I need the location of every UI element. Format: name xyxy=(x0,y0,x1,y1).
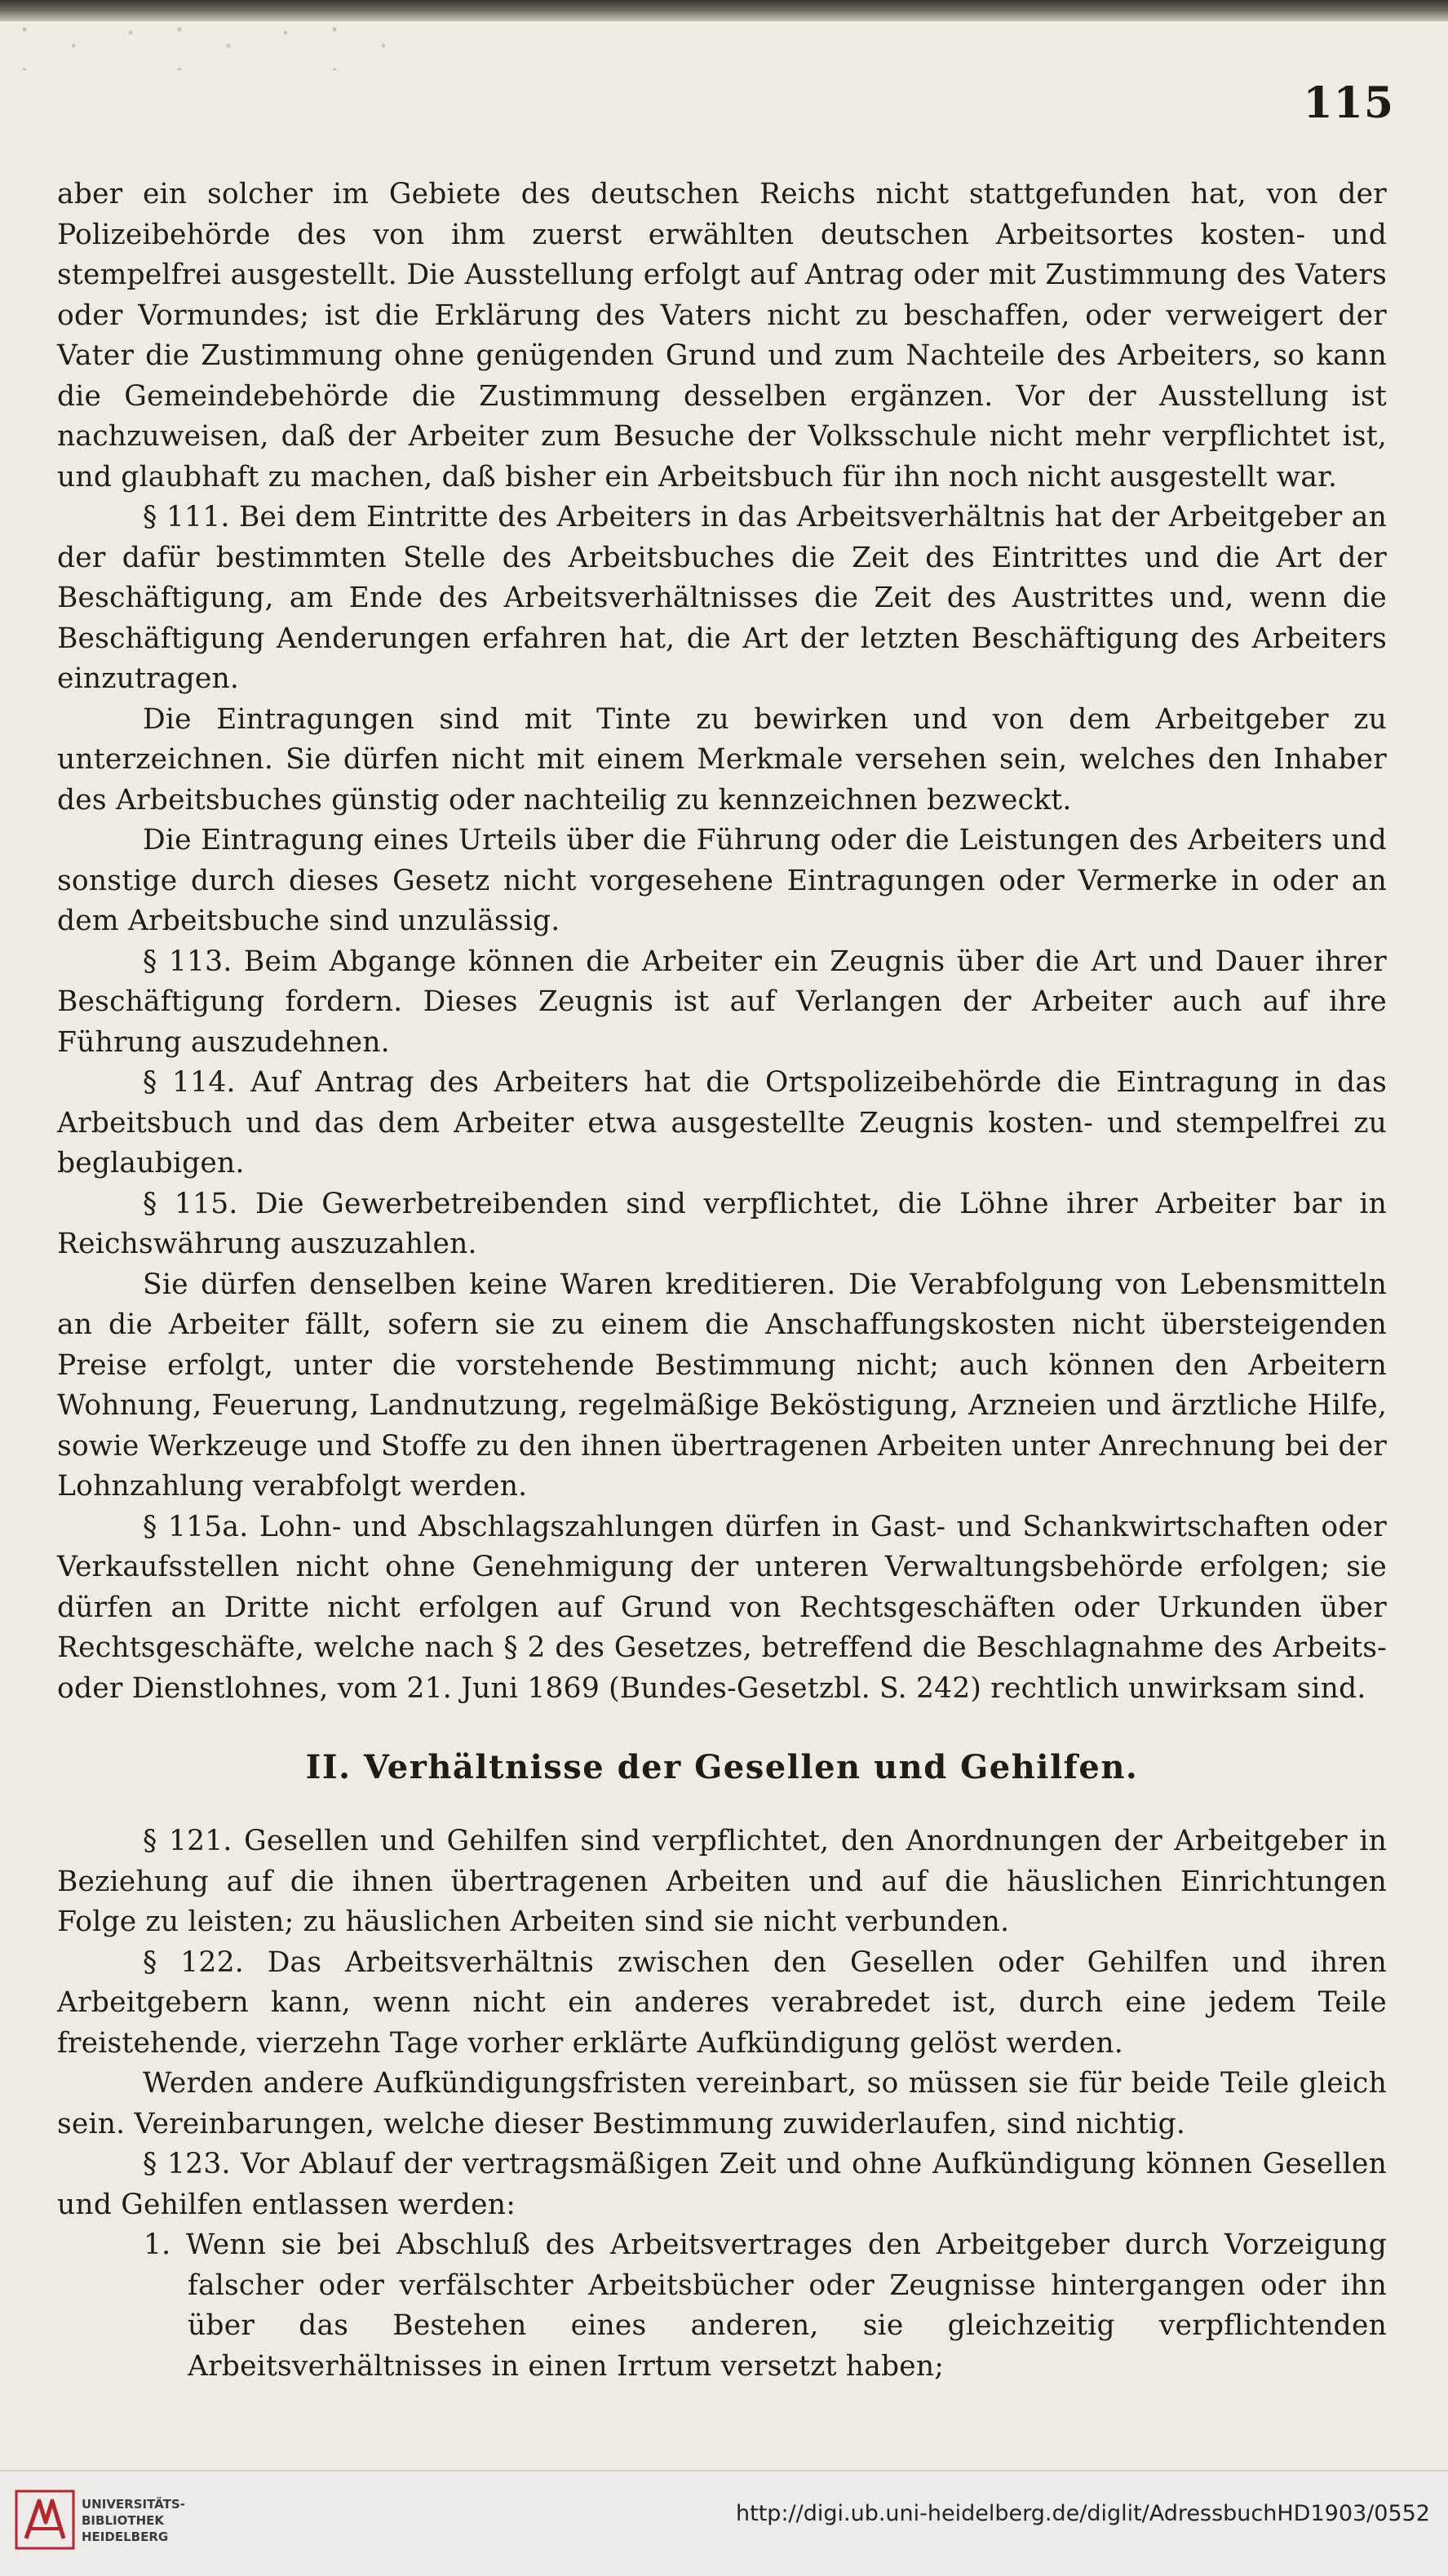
paragraph-section-115a: § 115a. Lohn- und Abschlagszahlungen dürfen in Gast- und Schankwirtschaften oder Verkaufsstellen nicht ohne Genehmigung der unteren Verwaltungsbehörde erfolgen; sie dürfen an Dritte nicht erfolgen auf Grund von Rechtsgeschäften oder Urkunden über Rechtsgeschäfte, welche nach § 2 des Gesetzes, betreffend die Beschlagnahme des Arbeits- oder Dienstlohnes, vom 21. Juni 1869 (Bundes-Gesetzbl. S. 242) rechtlich unwirksam sind. xyxy=(57,1510,1387,1705)
paragraph-section-121: § 121. Gesellen und Gehilfen sind verpflichtet, den Anordnungen der Arbeitgeber in Beziehung auf die ihnen übertragenen Arbeiten und auf die häuslichen Einrichtungen Folge zu leisten; zu häuslichen Arbeiten sind sie nicht verbunden. xyxy=(57,1825,1387,1938)
list-item: 1. Wenn sie bei Abschluß des Arbeitsvertrages den Arbeitgeber durch Vorzeigung falscher oder verfälschter Arbeitsbücher oder Zeugnisse hintergangen oder ihn über das Bestehen eines anderen, sie gleichzeitig verpflichtenden Arbeitsverhältnisses in einen Irrtum versetzt haben; xyxy=(144,2229,1387,2383)
library-logo-text xyxy=(82,2496,185,2545)
viewer-footer xyxy=(0,2470,1448,2576)
paragraph-section-123: § 123. Vor Ablauf der vertragsmäßigen Zeit und ohne Aufkündigung können Gesellen und Gehilfen entlassen werden: xyxy=(57,2148,1387,2221)
body-text xyxy=(57,175,1387,2387)
paragraph-section-114: § 114. Auf Antrag des Arbeiters hat die Ortspolizeibehörde die Eintragung in das Arbeitsbuch und das dem Arbeiter etwa ausgestellte Zeugnis kosten- und stempelfrei zu beglaubigen. xyxy=(57,1066,1387,1180)
paragraph: aber ein solcher im Gebiete des deutschen Reichs nicht stattgefunden hat, von der Polizeibehörde des von ihm zuerst erwählten deutschen Arbeitsortes kosten- und stempelfrei ausgestellt. Die Ausstellung erfolgt auf Antrag oder mit Zustimmung des Vaters oder Vormundes; ist die Erklärung des Vaters nicht zu beschaffen, oder verweigert der Vater die Zustimmung ohne genügenden Grund und zum Nachteile des Arbeiters, so kann die Gemeindebehörde die Zustimmung desselben ergänzen. Vor der Ausstellung ist nachzuweisen, daß der Arbeiter zum Besuche der Volksschule nicht mehr verpflichtet ist, und glaubhaft zu machen, daß bisher ein Arbeitsbuch für ihn noch nicht ausgestellt war. xyxy=(57,178,1387,494)
logo-line: HEIDELBERG xyxy=(82,2530,169,2544)
paragraph: Die Eintragung eines Urteils über die Führung oder die Leistungen des Arbeiters und sonstige durch dieses Gesetz nicht vorgesehene Eintragungen oder Vermerke in oder an dem Arbeitsbuche sind unzulässig. xyxy=(57,824,1387,937)
paragraph: Sie dürfen denselben keine Waren kreditieren. Die Verabfolgung von Lebensmitteln an die Arbeiter fällt, sofern sie zu einem die Anschaffungskosten nicht übersteigenden Preise erfolgt, unter die vorstehende Bestimmung nicht; auch können den Arbeitern Wohnung, Feuerung, Landnutzung, regelmäßige Beköstigung, Arzneien und ärztliche Hilfe, sowie Werkzeuge und Stoffe zu den ihnen übertragenen Arbeiten unter Anrechnung bei der Lohnzahlung verabfolgt werden. xyxy=(57,1268,1387,1503)
paragraph-section-122: § 122. Das Arbeitsverhältnis zwischen den Gesellen oder Gehilfen und ihren Arbeitgebern kann, wenn nicht ein anderes verabredet ist, durch eine jedem Teile freistehende, vierzehn Tage vorher erklärte Aufkündigung gelöst werden. xyxy=(57,1945,1387,2060)
library-logo-icon xyxy=(15,2490,75,2550)
paragraph-section-111: § 111. Bei dem Eintritte des Arbeiters in das Arbeitsverhältnis hat der Arbeitgeber an der dafür bestimmten Stelle des Arbeitsbuches die Zeit des Eintrittes und die Art der Beschäftigung, am Ende des Arbeitsverhältnisses die Zeit des Austrittes und, wenn die Beschäftigung Aenderungen erfahren hat, die Art der letzten Beschäftigung des Arbeiters einzutragen. xyxy=(57,501,1387,695)
section-heading: II. Verhältnisse der Gesellen und Gehilfen. xyxy=(305,1748,1139,1786)
paragraph-section-115: § 115. Die Gewerbetreibenden sind verpflichtet, die Löhne ihrer Arbeiter bar in Reichswährung auszuzahlen. xyxy=(57,1187,1387,1260)
page-speckle xyxy=(0,21,424,70)
source-url-link[interactable]: http://digi.ub.uni-heidelberg.de/diglit/AdressbuchHD1903/0552 xyxy=(736,2501,1430,2526)
logo-line: BIBLIOTHEK xyxy=(82,2513,164,2528)
logo-line: UNIVERSITÄTS- xyxy=(82,2497,185,2512)
paragraph-section-113: § 113. Beim Abgange können die Arbeiter ein Zeugnis über die Art und Dauer ihrer Beschäftigung fordern. Dieses Zeugnis ist auf Verlangen der Arbeiter auch auf ihre Führung auszudehnen. xyxy=(57,945,1387,1059)
paragraph: Die Eintragungen sind mit Tinte zu bewirken und von dem Arbeitgeber zu unterzeichnen. Sie dürfen nicht mit einem Merkmale versehen sein, welches den Inhaber des Arbeitsbuches günstig oder nachteilig zu kennzeichnen bezweckt. xyxy=(57,702,1387,817)
paragraph: Werden andere Aufkündigungsfristen vereinbart, so müssen sie für beide Teile gleich sein. Vereinbarungen, welche dieser Bestimmung zuwiderlaufen, sind nichtig. xyxy=(57,2067,1387,2140)
page-edge-shadow xyxy=(0,0,1448,21)
page-number: 115 xyxy=(1303,78,1394,128)
